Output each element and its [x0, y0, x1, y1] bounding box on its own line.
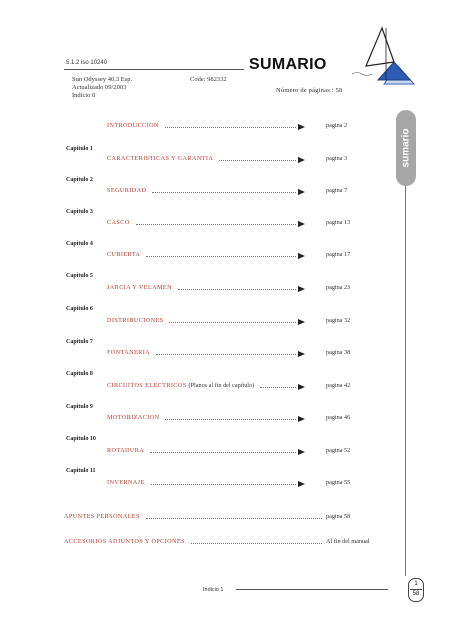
page-reference: pagina 46 — [326, 414, 351, 421]
toc-entry-label[interactable] — [107, 122, 159, 129]
toc-entry-title: CASCO — [107, 219, 130, 226]
arrow-icon — [298, 481, 305, 487]
chapter-number: Capitulo 1 — [66, 146, 93, 152]
toc-entry-label[interactable] — [107, 251, 140, 258]
leader-dots — [178, 289, 296, 290]
page-reference: pagina 2 — [326, 122, 348, 129]
toc-entry-title: ROTADURA — [107, 447, 145, 454]
chapter-number: Capitulo 4 — [66, 241, 93, 247]
leader-dots — [169, 322, 296, 323]
code-number: Code: 982332 — [190, 76, 227, 83]
leader-dots — [136, 224, 296, 225]
toc-entry-title: SEGURIDAD — [107, 187, 147, 194]
toc-entry-title: CARACTERISTICAS Y GARANTIA — [107, 155, 214, 162]
leader-dots — [219, 160, 296, 161]
page-reference: pagina 13 — [326, 219, 351, 226]
toc-entry-note: (Planos al fin del capítulo) — [188, 382, 255, 389]
leader-dots — [146, 256, 296, 257]
toc-entry-label[interactable] — [107, 447, 144, 454]
chapter-number: Capitulo 10 — [66, 436, 96, 442]
document-reference: 5.1.2 iso 10240 — [66, 60, 108, 66]
page-reference: pagina 17 — [326, 251, 351, 258]
page-reference: pagina 42 — [326, 382, 351, 389]
page-reference: pagina 23 — [326, 284, 351, 291]
page-reference: pagina 32 — [326, 317, 351, 324]
toc-entry-title: INTRODUCCION — [107, 122, 159, 129]
chapter-number: Capitulo 7 — [66, 339, 93, 345]
arrow-icon — [298, 253, 305, 259]
page-count: Número de páginas : 58 — [276, 87, 343, 94]
page-reference: pagina 58 — [326, 513, 351, 520]
toc-entry-label[interactable] — [107, 349, 150, 356]
page-reference: pagina 52 — [326, 447, 351, 454]
leader-dots — [191, 543, 322, 544]
arrow-icon — [298, 221, 305, 227]
page-title: SUMARIO — [249, 56, 327, 73]
leader-dots — [150, 452, 296, 453]
toc-entry-label[interactable] — [107, 317, 163, 324]
leader-dots — [151, 484, 296, 485]
toc-entry-title: MOTORIZACION — [107, 414, 160, 421]
toc-entry-label[interactable] — [107, 479, 145, 486]
toc-entry-title: FONTANERIA — [107, 349, 151, 356]
current-page: 1 — [414, 581, 418, 587]
toc-entry-title: JARCIA Y VELAMEN — [107, 284, 172, 291]
section-tab — [396, 110, 416, 186]
toc-entry-label[interactable] — [107, 414, 159, 421]
toc-entry-label[interactable] — [107, 155, 213, 162]
section-tab-label: sumario — [400, 128, 412, 168]
toc-entry-title: CIRCUITOS ELECTRICOS — [107, 382, 187, 389]
arrow-icon — [298, 351, 305, 357]
arrow-icon — [298, 449, 305, 455]
chapter-number: Capitulo 2 — [66, 177, 93, 183]
sailboat-logo-icon — [338, 22, 418, 92]
leader-dots — [152, 192, 296, 193]
leader-dots — [156, 354, 296, 355]
chapter-number: Capitulo 9 — [66, 404, 93, 410]
arrow-icon — [298, 157, 305, 163]
badge-divider — [410, 589, 422, 590]
leader-dots — [260, 387, 296, 388]
toc-entry-label[interactable] — [107, 219, 130, 226]
total-pages: 58 — [412, 591, 420, 597]
toc-entry-title: INVERNAJE — [107, 479, 145, 486]
header-rule — [64, 69, 244, 70]
boat-model: Sun Odyssey 40.3 Esp. — [72, 76, 133, 83]
toc-entry-title: CUBIERTA — [107, 251, 141, 258]
toc-entry-title: APUNTES PERSONALES — [64, 513, 140, 520]
leader-dots — [165, 419, 296, 420]
arrow-icon — [298, 124, 305, 130]
toc-entry-label[interactable] — [107, 187, 146, 194]
page-reference: pagina 7 — [326, 187, 348, 194]
chapter-number: Capitulo 6 — [66, 306, 93, 312]
arrow-icon — [298, 384, 305, 390]
toc-entry-label[interactable] — [64, 538, 185, 545]
chapter-number: Capitulo 11 — [66, 468, 96, 474]
page-reference: Al fin del manual — [326, 538, 370, 545]
update-date: Actualizado 09/2003 — [72, 84, 127, 91]
arrow-icon — [298, 416, 305, 422]
chapter-number: Capitulo 5 — [66, 273, 93, 279]
arrow-icon — [298, 286, 305, 292]
chapter-number: Capitulo 3 — [66, 209, 93, 215]
toc-entry-title: DISTRIBUCIONES — [107, 317, 164, 324]
arrow-icon — [298, 189, 305, 195]
toc-entry-label[interactable] — [107, 382, 254, 389]
page-reference: pagina 3 — [326, 155, 348, 162]
arrow-icon — [298, 319, 305, 325]
side-rule — [405, 186, 406, 576]
chapter-number: Capitulo 8 — [66, 371, 93, 377]
page-reference: pagina 38 — [326, 349, 351, 356]
toc-entry-label[interactable] — [64, 513, 140, 520]
page-number-badge — [408, 578, 424, 602]
index-number: Indicio 0 — [72, 92, 96, 99]
toc-entry-label[interactable] — [107, 284, 172, 291]
leader-dots — [165, 127, 296, 128]
toc-entry-title: ACCESORIOS ADJUNTOS Y OPCIONES — [64, 538, 185, 545]
page-reference: pagina 55 — [326, 479, 351, 486]
footer-index: Indicio 1 — [203, 587, 224, 593]
footer-rule — [236, 589, 388, 590]
leader-dots — [146, 518, 322, 519]
